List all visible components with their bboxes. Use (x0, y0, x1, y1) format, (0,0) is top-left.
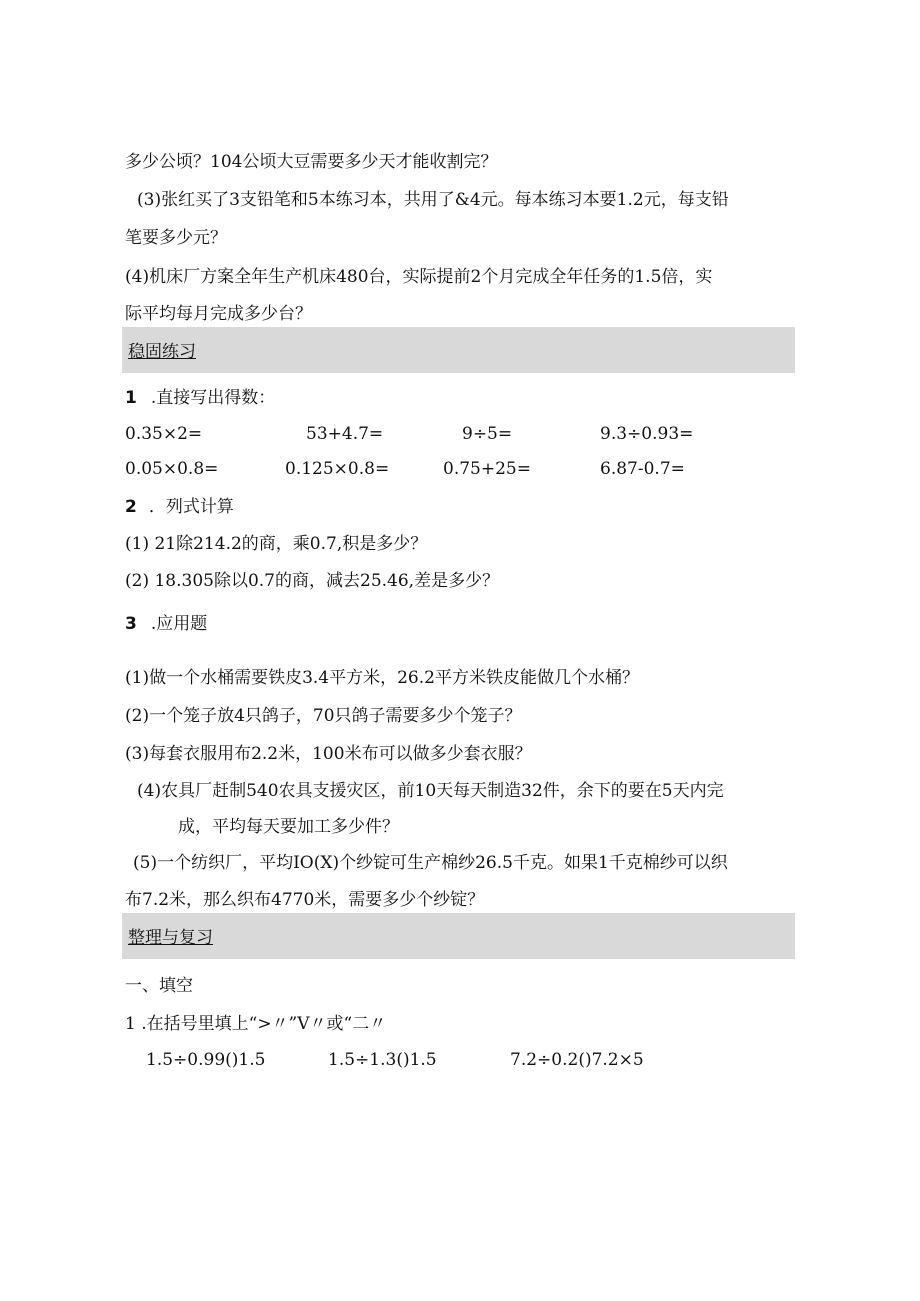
compare-item: 1.5÷0.99()1.5 (146, 1050, 266, 1070)
calc-item: 0.35×2= (125, 424, 203, 444)
question-number: 3 (125, 614, 137, 634)
question-text: .直接写出得数： (150, 388, 276, 408)
question-heading (125, 495, 234, 519)
text-line: (1) 21除214.2的商，乘0.7,积是多少？ (125, 534, 428, 554)
section-title: 整理与复习 (128, 928, 213, 948)
text-line: 笔要多少元？ (125, 228, 227, 248)
text-line: (2)一个笼子放4只鸽子，70只鸽子需要多少个笼子？ (125, 706, 522, 726)
calc-item: 0.125×0.8= (285, 459, 390, 479)
compare-row (0, 1048, 920, 1072)
calc-item: 6.87-0.7= (600, 459, 685, 479)
text-line: 际平均每月完成多少台？ (125, 304, 312, 324)
question-heading (125, 612, 207, 636)
calc-item: 0.75+25= (443, 459, 531, 479)
text-line: 布7.2米，那么织布4770米，需要多少个纱锭？ (125, 890, 485, 910)
compare-item: 7.2÷0.2()7.2×5 (510, 1050, 644, 1070)
text-line: (3)张红买了3支铅笔和5本练习本，共用了&4元。每本练习本要1.2元，每支铅 (137, 190, 729, 210)
question-number: 2 (125, 497, 137, 517)
calc-row (0, 457, 920, 481)
calc-item: 9÷5= (462, 424, 513, 444)
calc-item: 0.05×0.8= (125, 459, 219, 479)
compare-item: 1.5÷1.3()1.5 (328, 1050, 437, 1070)
subsection-heading: 一、填空 (125, 976, 193, 996)
section-title: 稳固练习 (128, 342, 196, 362)
text-line: (4)农具厂赶制540农具支援灾区，前10天每天制造32件，余下的要在5天内完 (137, 781, 724, 801)
calc-item: 53+4.7= (306, 424, 384, 444)
section-header-band (122, 913, 795, 959)
text-line: 1 .在括号里填上“>〃”V〃或“二〃 (125, 1014, 387, 1034)
text-line: (1)做一个水桶需要铁皮3.4平方米，26.2平方米铁皮能做几个水桶？ (125, 668, 639, 688)
question-text: .应用题 (150, 614, 208, 634)
calc-item: 9.3÷0.93= (600, 424, 694, 444)
question-number: 1 (125, 388, 137, 408)
text-line: (3)每套衣服用布2.2米，100米布可以做多少套衣服？ (125, 744, 532, 764)
text-line: (2) 18.305除以0.7的商，减去25.46,差是多少？ (125, 571, 500, 591)
text-line: 多少公顷？104公顷大豆需要多少天才能收割完？ (125, 152, 498, 172)
question-text: ．列式计算 (148, 497, 234, 517)
question-heading (125, 386, 275, 410)
section-header-band (122, 327, 795, 373)
text-line: (4)机床厂方案全年生产机床480台，实际提前2个月完成全年任务的1.5倍，实 (125, 267, 713, 287)
text-line: (5)一个纺织厂，平均IO(X)个纱锭可生产棉纱26.5千克。如果1千克棉纱可以织 (133, 853, 728, 873)
text-line: 成，平均每天要加工多少件？ (178, 817, 399, 837)
calc-row (0, 422, 920, 446)
